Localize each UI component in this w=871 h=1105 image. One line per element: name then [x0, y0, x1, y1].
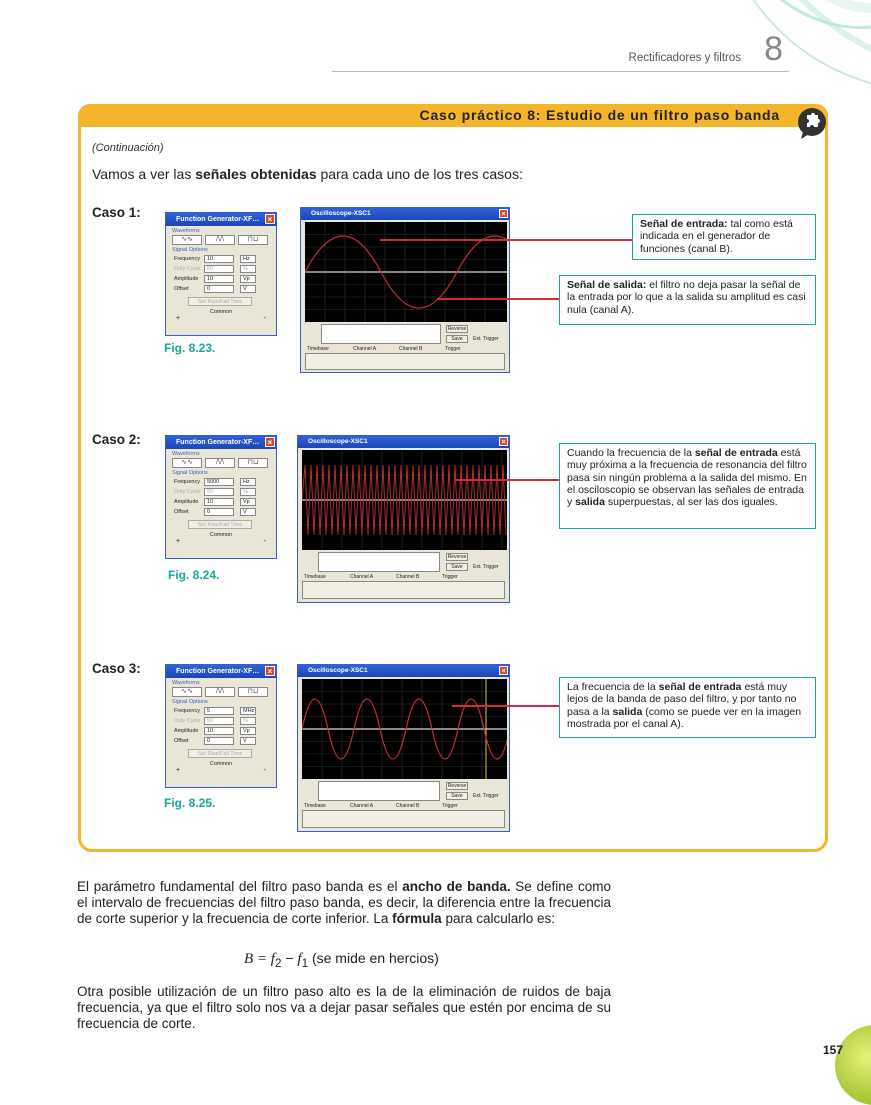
puzzle-speech-icon	[795, 106, 829, 140]
timebase-label: Timebase	[307, 346, 329, 352]
signal-options-label: Signal Options	[172, 699, 208, 705]
reverse-button[interactable]: Reverse	[447, 326, 467, 332]
offset-row	[174, 284, 276, 293]
arrow-line	[437, 298, 559, 300]
osc-screen	[302, 679, 507, 779]
frequency-input[interactable]: 5000	[204, 478, 234, 486]
close-icon[interactable]: ×	[265, 214, 275, 224]
duty-input[interactable]: 50	[204, 265, 234, 273]
amplitude-label: Amplitude	[174, 498, 199, 505]
terminals	[176, 315, 266, 322]
osc-readout	[318, 781, 440, 801]
figure-caption: Fig. 8.23.	[164, 341, 216, 355]
frequency-unit[interactable]: MHz	[240, 707, 256, 715]
case-study-title: Caso práctico 8: Estudio de un filtro paso banda	[419, 107, 780, 123]
arrow-line	[452, 705, 559, 707]
triangle-wave-button[interactable]: /\/\	[205, 458, 235, 468]
set-rise-fall-button[interactable]: Set Rise/Fall Time	[188, 297, 252, 306]
duty-label: Duty Cycle	[174, 265, 201, 272]
callout-output-signal: Señal de salida: el filtro no deja pasar la señal de la entrada por lo que a la salida su amplitud es casi nula (canal A).	[559, 275, 816, 325]
waveform-buttons	[172, 458, 270, 468]
terminals	[176, 538, 266, 545]
ext-trigger-label: Ext. Trigger	[473, 564, 499, 570]
duty-unit[interactable]: %	[240, 265, 256, 273]
plus-terminal: +	[176, 315, 181, 322]
osc-trace-3	[302, 679, 507, 779]
continuation-label: (Continuación)	[92, 142, 164, 154]
save-button[interactable]: Save	[446, 792, 468, 800]
square-wave-button[interactable]: ⊓⊔	[238, 687, 268, 697]
callout-input-signal: Señal de entrada: tal como está indicada en el generador de funciones (canal B).	[632, 214, 816, 260]
frequency-row	[174, 254, 276, 263]
figure-caption: Fig. 8.25.	[164, 796, 216, 810]
offset-label: Offset	[174, 285, 189, 292]
osc-title-bar: Oscilloscope-XSC1 ×	[301, 208, 509, 220]
corner-decoration	[835, 1025, 871, 1105]
amplitude-label: Amplitude	[174, 727, 199, 734]
channel-b-label: Channel B	[396, 574, 420, 580]
frequency-row	[174, 477, 276, 486]
frequency-unit[interactable]: Hz	[240, 478, 256, 486]
offset-label: Offset	[174, 508, 189, 515]
offset-label: Offset	[174, 737, 189, 744]
close-icon[interactable]: ×	[499, 666, 508, 675]
arrow-line	[380, 239, 632, 241]
triangle-wave-button[interactable]: /\/\	[205, 687, 235, 697]
osc-trace-2	[302, 450, 507, 550]
offset-unit[interactable]: V	[240, 508, 256, 516]
plus-terminal: +	[176, 767, 181, 774]
amplitude-input[interactable]: 10	[204, 727, 234, 735]
trigger-label: Trigger	[442, 574, 458, 580]
frequency-unit[interactable]: Hz	[240, 255, 256, 263]
plus-terminal: +	[176, 538, 181, 545]
osc-screen	[305, 222, 507, 322]
amplitude-unit[interactable]: Vp	[240, 498, 256, 506]
osc-readout	[318, 552, 440, 572]
amplitude-unit[interactable]: Vp	[240, 275, 256, 283]
minus-terminal: -	[263, 538, 266, 545]
function-generator-window	[165, 212, 277, 336]
signal-options-label: Signal Options	[172, 470, 208, 476]
chapter-number: 8	[764, 30, 783, 68]
sine-wave-button[interactable]: ∿∿	[172, 687, 202, 697]
osc-screen	[302, 450, 507, 550]
set-rise-fall-button[interactable]: Set Rise/Fall Time	[188, 520, 252, 529]
function-generator-window	[165, 435, 277, 559]
bandwidth-formula: $B = f_2 - f_1$ (se mide en hercios)	[244, 950, 439, 970]
offset-input[interactable]: 0	[204, 508, 234, 516]
frequency-label: Frequency	[174, 255, 200, 262]
duty-input[interactable]: 50	[204, 488, 234, 496]
osc-controls[interactable]	[305, 353, 505, 370]
amplitude-input[interactable]: 10	[204, 498, 234, 506]
square-wave-button[interactable]: ⊓⊔	[238, 235, 268, 245]
sine-wave-button[interactable]: ∿∿	[172, 458, 202, 468]
channel-b-label: Channel B	[399, 346, 423, 352]
signal-options-label: Signal Options	[172, 247, 208, 253]
waveforms-label: Waveforms	[172, 228, 200, 234]
duty-row	[174, 264, 276, 273]
fg-title-bar: Function Generator-XF… ×	[166, 436, 276, 449]
oscilloscope-window	[297, 664, 510, 832]
close-icon[interactable]: ×	[265, 437, 275, 447]
trigger-label: Trigger	[442, 803, 458, 809]
waveforms-label: Waveforms	[172, 451, 200, 457]
close-icon[interactable]: ×	[265, 666, 275, 676]
amplitude-label: Amplitude	[174, 275, 199, 282]
set-rise-fall-button[interactable]: Set Rise/Fall Time	[188, 749, 252, 758]
triangle-wave-button[interactable]: /\/\	[205, 235, 235, 245]
minus-terminal: -	[263, 315, 266, 322]
channel-a-label: Channel A	[350, 803, 374, 809]
offset-unit[interactable]: V	[240, 285, 256, 293]
frequency-input[interactable]: 5	[204, 707, 234, 715]
terminals	[176, 767, 266, 774]
duty-unit[interactable]: %	[240, 717, 256, 725]
square-wave-button[interactable]: ⊓⊔	[238, 458, 268, 468]
oscilloscope-window	[297, 435, 510, 603]
amplitude-row	[174, 274, 276, 283]
frequency-row	[174, 706, 276, 715]
callout-case-3: La frecuencia de la señal de entrada está muy lejos de la banda de paso del filtro, y por tanto no pasa a la salida (como se puede ver en la imagen mostrada por el canal A).	[559, 677, 816, 738]
sine-wave-button[interactable]: ∿∿	[172, 235, 202, 245]
osc-title-bar: Oscilloscope-XSC1 ×	[298, 436, 509, 448]
waveform-buttons	[172, 687, 270, 697]
duty-row	[174, 716, 276, 725]
case-1-label: Caso 1:	[92, 205, 141, 220]
frequency-label: Frequency	[174, 478, 200, 485]
duty-unit[interactable]: %	[240, 488, 256, 496]
reverse-button[interactable]: Reverse	[447, 783, 467, 789]
common-label: Common	[209, 761, 233, 767]
timebase-label: Timebase	[304, 803, 326, 809]
offset-input[interactable]: 0	[204, 285, 234, 293]
duty-label: Duty Cycle	[174, 488, 201, 495]
minus-terminal: -	[263, 767, 266, 774]
callout-case-2: Cuando la frecuencia de la señal de entrada está muy próxima a la frecuencia de resonancia del filtro pasa sin ningún problema a la salida del mismo. En el osciloscopio se observan las señales de entrada y salida superpuestas, al ser las dos iguales.	[559, 443, 816, 529]
osc-trace-1	[305, 222, 507, 322]
frequency-input[interactable]: 10	[204, 255, 234, 263]
figure-caption: Fig. 8.24.	[168, 568, 220, 582]
arrow-line	[455, 479, 559, 481]
fg-title-bar: Function Generator-XF… ×	[166, 665, 276, 678]
save-button[interactable]: Save	[446, 335, 468, 343]
page-number: 157	[823, 1043, 844, 1057]
section-title: Rectificadores y filtros	[628, 52, 741, 64]
osc-readout	[321, 324, 441, 344]
amplitude-input[interactable]: 10	[204, 275, 234, 283]
offset-input[interactable]: 0	[204, 737, 234, 745]
close-icon[interactable]: ×	[499, 437, 508, 446]
osc-title-bar: Oscilloscope-XSC1 ×	[298, 665, 509, 677]
ext-trigger-label: Ext. Trigger	[473, 336, 499, 342]
amplitude-row	[174, 497, 276, 506]
timebase-label: Timebase	[304, 574, 326, 580]
frequency-label: Frequency	[174, 707, 200, 714]
fg-title-bar: Function Generator-XF… ×	[166, 213, 276, 226]
case-3-label: Caso 3:	[92, 661, 141, 676]
channel-a-label: Channel A	[353, 346, 377, 352]
function-generator-window	[165, 664, 277, 788]
duty-label: Duty Cycle	[174, 717, 201, 724]
amplitude-row	[174, 726, 276, 735]
amplitude-unit[interactable]: Vp	[240, 727, 256, 735]
offset-row	[174, 736, 276, 745]
waveform-buttons	[172, 235, 270, 245]
intro-text: Vamos a ver las señales obtenidas para cada uno de los tres casos:	[92, 166, 523, 182]
case-study-title-bar	[78, 104, 828, 127]
reverse-button[interactable]: Reverse	[447, 554, 467, 560]
common-label: Common	[209, 309, 233, 315]
ext-trigger-label: Ext. Trigger	[473, 793, 499, 799]
save-button[interactable]: Save	[446, 563, 468, 571]
case-2-label: Caso 2:	[92, 432, 141, 447]
common-label: Common	[209, 532, 233, 538]
close-icon[interactable]: ×	[499, 209, 508, 218]
oscilloscope-window	[300, 207, 510, 373]
paragraph-bandwidth: El parámetro fundamental del filtro paso banda es el ancho de banda. Se define como el intervalo de frecuencias del filtro paso banda, es decir, la diferencia entre la frecuencia de corte superior y la frecuencia de corte inferior. La fórmula para calcularlo es:	[77, 879, 611, 926]
trigger-label: Trigger	[445, 346, 461, 352]
header-rule	[332, 71, 789, 72]
duty-row	[174, 487, 276, 496]
osc-controls[interactable]	[302, 581, 505, 599]
channel-b-label: Channel B	[396, 803, 420, 809]
decorative-swirl	[731, 0, 871, 110]
offset-unit[interactable]: V	[240, 737, 256, 745]
duty-input[interactable]: 50	[204, 717, 234, 725]
osc-controls[interactable]	[302, 810, 505, 828]
waveforms-label: Waveforms	[172, 680, 200, 686]
paragraph-noise: Otra posible utilización de un filtro paso alto es la de la eliminación de ruidos de baja frecuencia, ya que el filtro solo nos va a dejar pasar señales que estén por encima de su frecuencia de corte.	[77, 984, 611, 1031]
channel-a-label: Channel A	[350, 574, 374, 580]
offset-row	[174, 507, 276, 516]
